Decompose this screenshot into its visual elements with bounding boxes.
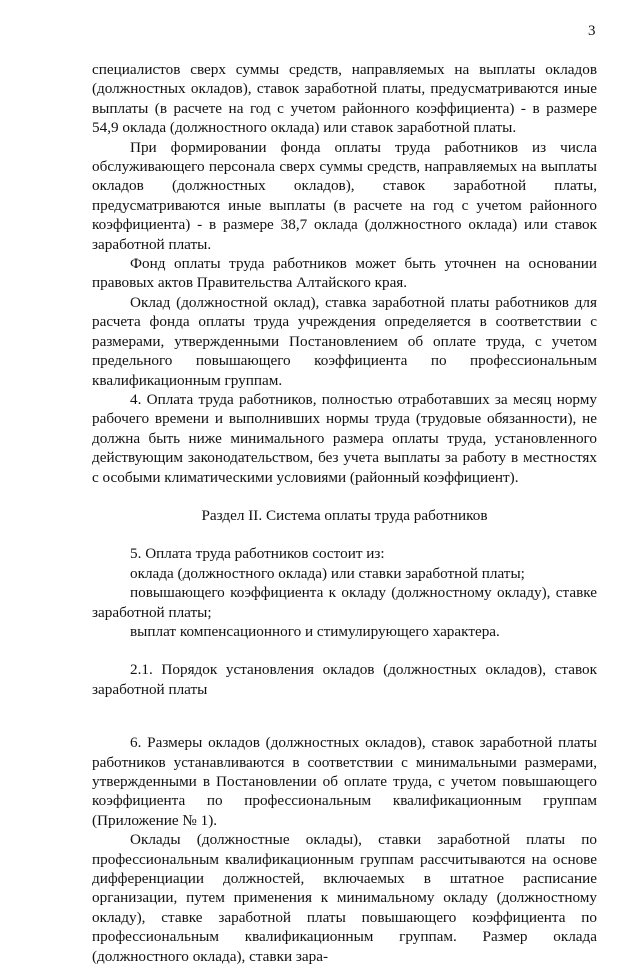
paragraph: специалистов сверх суммы средств, направляемых на выплаты окладов (должностных окладов), ставок заработной платы, предусматриваются иные выплаты (в расчете на год с учетом районного коэффициента) - в размере 54,9 оклада (должностного оклада) или ставок заработной платы. (92, 61, 597, 137)
list-item: оклада (должностного оклада) или ставки заработной платы; (130, 564, 525, 582)
paragraph: Оклады (должностные оклады), ставки заработной платы по профессиональным квалификационным группам рассчитываются на основе дифференциации должностей, включаемых в штатное расписание организации, путем применения к минимальному окладу (должностному окладу), ставке заработной платы повышающего коэффициента по профессиональным квалификационным группам. Размер оклада (должностного оклада), ставки зара- (92, 831, 597, 965)
page-number: 3 (588, 23, 596, 39)
section-heading: Раздел II. Система оплаты труда работников (201, 506, 488, 524)
list-item: 5. Оплата труда работников состоит из: (130, 545, 385, 563)
paragraph: Фонд оплаты труда работников может быть уточнен на основании правовых актов Правительства Алтайского края. (92, 255, 597, 292)
list-item: выплат компенсационного и стимулирующего характера. (130, 622, 500, 640)
paragraph: 4. Оплата труда работников, полностью отработавших за месяц норму рабочего времени и выполнивших нормы труда (трудовые обязанности), не должна быть ниже минимального размера оплаты труда, установленного действующим законодательством, без учета выплаты за работу в местностях с особыми климатическими условиями (районный коэффициент). (92, 390, 597, 486)
document-body (92, 60, 597, 966)
paragraph: 6. Размеры окладов (должностных окладов), ставок заработной платы работников устанавливаются в соответствии с минимальными размерами, утвержденными в Постановлении об оплате труда, с учетом повышающего коэффициента по профессиональным квалификационным группам (Приложение № 1). (92, 734, 597, 829)
list-item: повышающего коэффициента к окладу (должностному окладу), ставке заработной платы; (92, 584, 597, 621)
paragraph: Оклад (должностной оклад), ставка заработной платы работников для расчета фонда оплаты труда учреждения определяется в соответствии с размерами, утвержденными Постановлением об оплате труда, с учетом предельного повышающего коэффициента по профессиональным квалификационным группам. (92, 293, 597, 389)
paragraph: При формировании фонда оплаты труда работников из числа обслуживающего персонала сверх суммы средств, направляемых на выплаты окладов (должностных окладов), ставок заработной платы, предусматриваются иные выплаты (в расчете на год с учетом районного коэффициента) - в размере 38,7 оклада (должностного оклада) или ставок заработной платы. (92, 138, 597, 253)
subsection-heading: 2.1. Порядок установления окладов (должностных окладов), ставок заработной платы (92, 661, 597, 698)
